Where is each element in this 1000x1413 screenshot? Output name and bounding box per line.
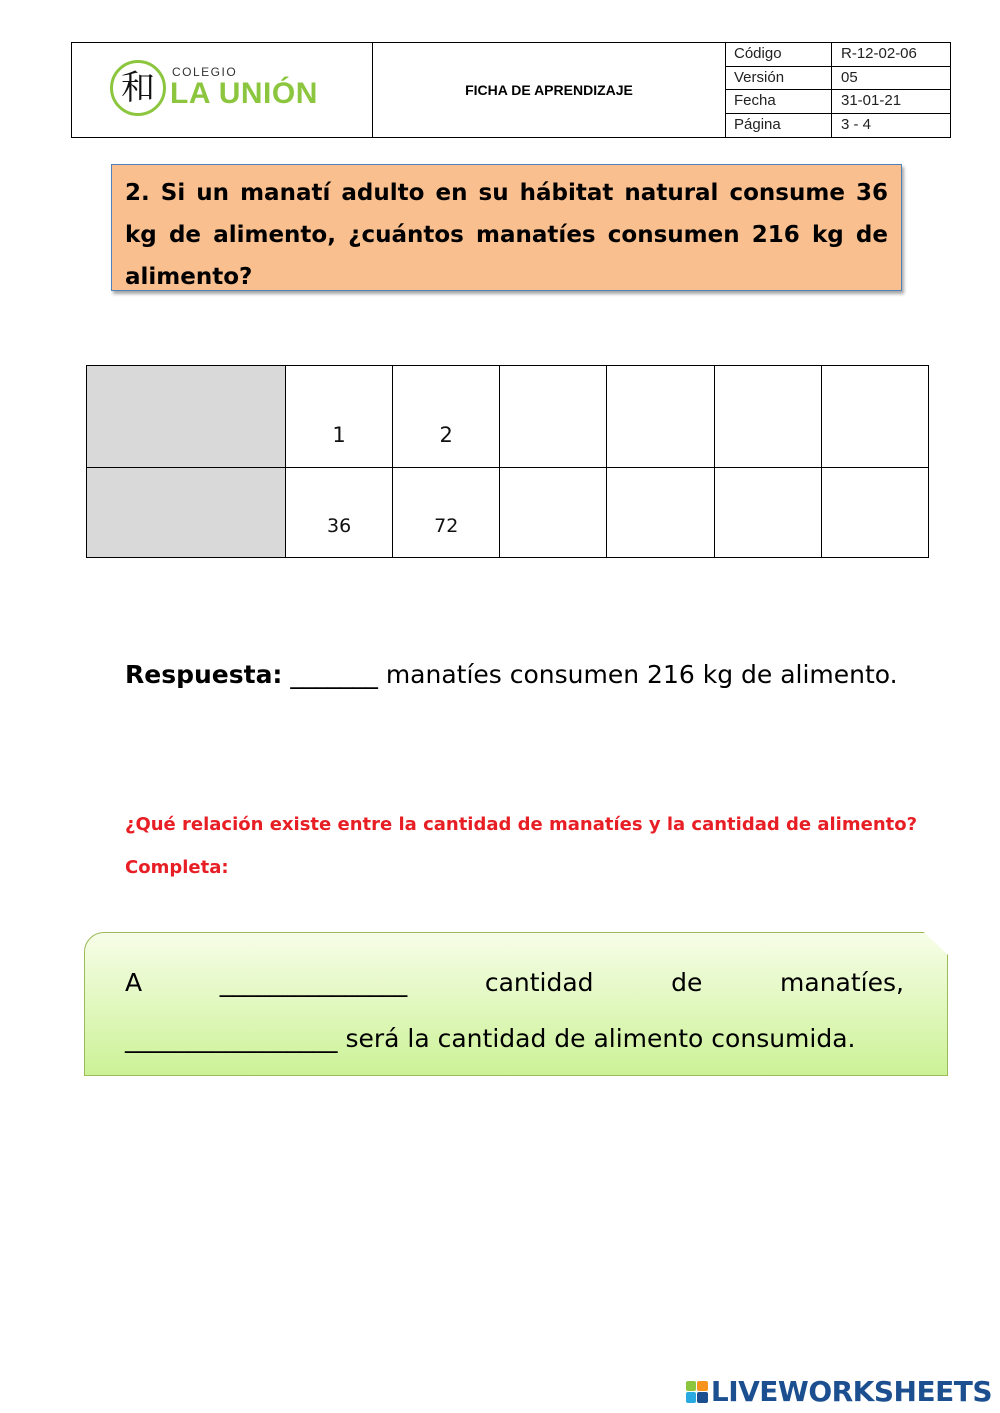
completion-blank[interactable]: _______________ <box>219 968 408 997</box>
table-input-cell[interactable] <box>821 366 928 468</box>
prompt-instruction: Completa: <box>125 857 229 878</box>
meta-value: 31-01-21 <box>841 92 902 109</box>
question-box: 2. Si un manatí adulto en su hábitat natural consume 36 kg de alimento, ¿cuántos manatíes consumen 216 kg de alimento? <box>111 164 902 291</box>
table-row-food <box>87 467 929 557</box>
meta-row-version <box>726 67 950 91</box>
meta-value: 05 <box>841 68 858 86</box>
table-input-cell[interactable] <box>500 366 607 468</box>
table-cell: 2 <box>393 366 500 468</box>
logo-square-blue <box>686 1392 697 1403</box>
table-label-cell <box>87 467 286 557</box>
meta-key: Fecha <box>726 90 832 113</box>
answer-text[interactable]: _______ manatíes consumen 216 kg de alimento. <box>282 660 898 689</box>
meta-row-codigo <box>726 43 950 67</box>
table-input-cell[interactable] <box>714 467 821 557</box>
table-input-cell[interactable] <box>821 467 928 557</box>
document-meta <box>726 43 950 137</box>
meta-key: Versión <box>726 67 832 90</box>
logo-square-navy <box>697 1392 708 1403</box>
table-cell: 36 <box>286 467 393 557</box>
logo-subtitle: COLEGIO <box>172 65 238 79</box>
table-cell: 72 <box>393 467 500 557</box>
logo-emblem-icon: 和 <box>110 60 166 116</box>
logo-square-green <box>686 1381 697 1392</box>
table-input-cell[interactable] <box>500 467 607 557</box>
answer-label: Respuesta: <box>125 660 283 689</box>
table-input-cell[interactable] <box>607 467 714 557</box>
meta-key: Página <box>726 114 832 138</box>
prompt-question: ¿Qué relación existe entre la cantidad de manatíes y la cantidad de alimento? <box>125 814 918 835</box>
proportion-table <box>86 365 929 558</box>
table-input-cell[interactable] <box>714 366 821 468</box>
table-label-cell <box>87 366 286 468</box>
completion-line-2[interactable]: _________________ será la cantidad de alimento consumida. <box>125 1024 856 1053</box>
completion-word: manatíes, <box>780 968 904 997</box>
completion-box <box>84 932 948 1076</box>
meta-value: 3 - 4 <box>841 115 872 133</box>
logo-name: LA UNIÓN <box>170 77 318 110</box>
completion-word: de <box>671 968 703 997</box>
table-row-manatees <box>87 366 929 468</box>
completion-line-1 <box>125 968 904 997</box>
meta-row-pagina <box>726 114 950 138</box>
meta-value: R-12-02-06 <box>841 45 917 62</box>
meta-key: Código <box>726 43 832 66</box>
liveworksheets-logo-icon <box>686 1381 708 1403</box>
liveworksheets-brand <box>686 1375 992 1408</box>
completion-word: A <box>125 968 143 997</box>
answer-line <box>125 660 925 689</box>
logo-square-orange <box>697 1381 708 1392</box>
table-cell: 1 <box>286 366 393 468</box>
relation-prompt <box>125 803 925 889</box>
document-title: FICHA DE APRENDIZAJE <box>373 43 726 137</box>
table-input-cell[interactable] <box>607 366 714 468</box>
completion-word: cantidad <box>484 968 594 997</box>
meta-row-fecha <box>726 90 950 114</box>
document-header <box>71 42 951 138</box>
brand-name: LIVEWORKSHEETS <box>710 1375 992 1408</box>
school-logo <box>72 43 373 137</box>
